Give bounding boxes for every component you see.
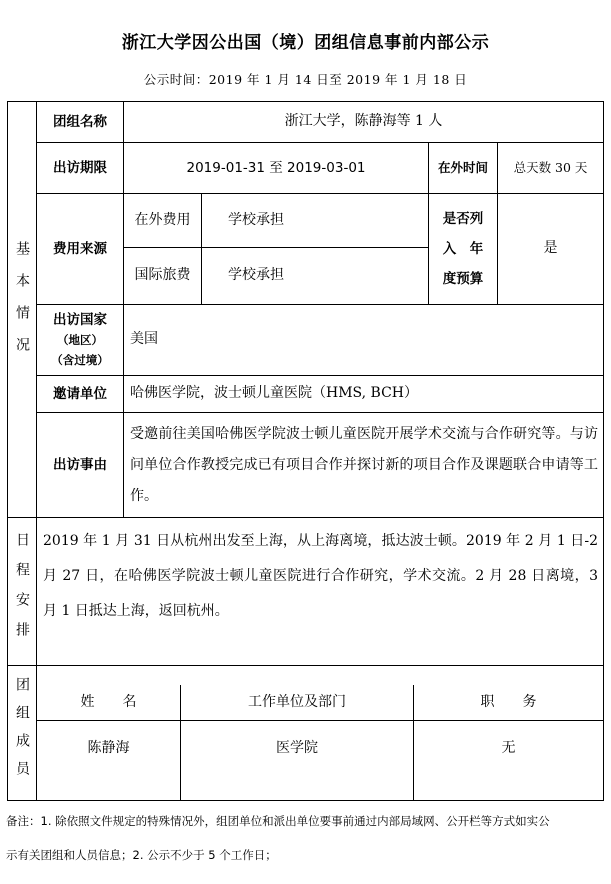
country-label-line: 出访国家 — [53, 312, 107, 328]
intl-travel-value: 学校承担 — [228, 267, 284, 284]
section-divider — [7, 517, 604, 518]
column-divider — [201, 193, 202, 305]
time-abroad-label: 在外时间 — [437, 160, 488, 176]
inviter-value: 哈佛医学院，波士顿儿童医院（HMS, BCH） — [130, 385, 419, 402]
members-header-position: 职 务 — [480, 693, 537, 710]
budget-label-line: 是否列 — [442, 211, 484, 227]
budget-label-line: 入 年 — [442, 241, 484, 257]
note-line-1: 备注：1. 除依照文件规定的特殊情况外，组团单位和派出单位要事前通过内部局域网、公开栏等方式如实公 — [6, 814, 550, 828]
border-right — [603, 101, 604, 801]
note-line-2: 示有关团组和人员信息；2. 公示不少于 5 个工作日； — [6, 848, 277, 862]
member-unit: 医学院 — [276, 740, 318, 757]
members-section-label — [8, 667, 36, 799]
group-name-value: 浙江大学，陈静海等 1 人 — [284, 113, 443, 130]
column-divider — [36, 517, 37, 666]
member-position: 无 — [501, 740, 516, 757]
budget-label-line: 度预算 — [442, 271, 484, 287]
border-bottom — [7, 800, 604, 801]
purpose-label: 出访事由 — [53, 456, 107, 473]
schedule-section-text: 日程安排 — [14, 531, 30, 652]
country-label-line: （含过境） — [51, 353, 109, 367]
purpose-value: 受邀前往美国哈佛医学院波士顿儿童医院开展学术交流与合作研究等。与访问单位合作教授完成已有项目合作并探讨新的项目合作及课题联合申请等工作。 — [130, 426, 598, 504]
document-title: 浙江大学因公出国（境）团组信息事前内部公示 — [121, 33, 490, 53]
group-name-label: 团组名称 — [53, 113, 107, 130]
visit-period-value: 2019-01-31 至 2019-03-01 — [186, 159, 366, 176]
funding-label: 费用来源 — [53, 240, 107, 257]
schedule-section-label — [8, 520, 36, 663]
schedule-text: 2019 年 1 月 31 日从杭州出发至上海，从上海离境，抵达波士顿。2019 年 2 月 1 日-2 月 27 日，在哈佛医学院波士顿儿童医院进行合作研究，学术交流。2 月 28 日离境，3 月 1 日抵达上海，返回杭州。 — [43, 533, 598, 619]
budget-label — [429, 194, 497, 304]
members-section-text: 团组成员 — [14, 677, 30, 789]
country-label-line: （地区） — [57, 333, 103, 347]
visit-period-label: 出访期限 — [53, 159, 107, 176]
abroad-cost-label: 在外费用 — [134, 211, 191, 228]
disclosure-period: 公示时间：2019 年 1 月 14 日至 2019 年 1 月 18 日 — [143, 72, 468, 87]
country-label — [37, 305, 123, 375]
section-divider — [7, 665, 604, 666]
inviter-label: 邀请单位 — [53, 385, 107, 402]
basic-section-text: 基本情况 — [14, 241, 30, 369]
time-abroad-value: 总天数 30 天 — [513, 160, 588, 176]
member-name: 陈静海 — [87, 740, 130, 757]
basic-section-label — [8, 230, 36, 380]
members-header-name: 姓 名 — [80, 693, 137, 710]
country-value: 美国 — [130, 331, 158, 348]
intl-travel-label: 国际旅费 — [134, 267, 191, 284]
budget-value: 是 — [543, 240, 558, 257]
members-header-unit: 工作单位及部门 — [248, 693, 346, 710]
abroad-cost-value: 学校承担 — [228, 211, 284, 228]
